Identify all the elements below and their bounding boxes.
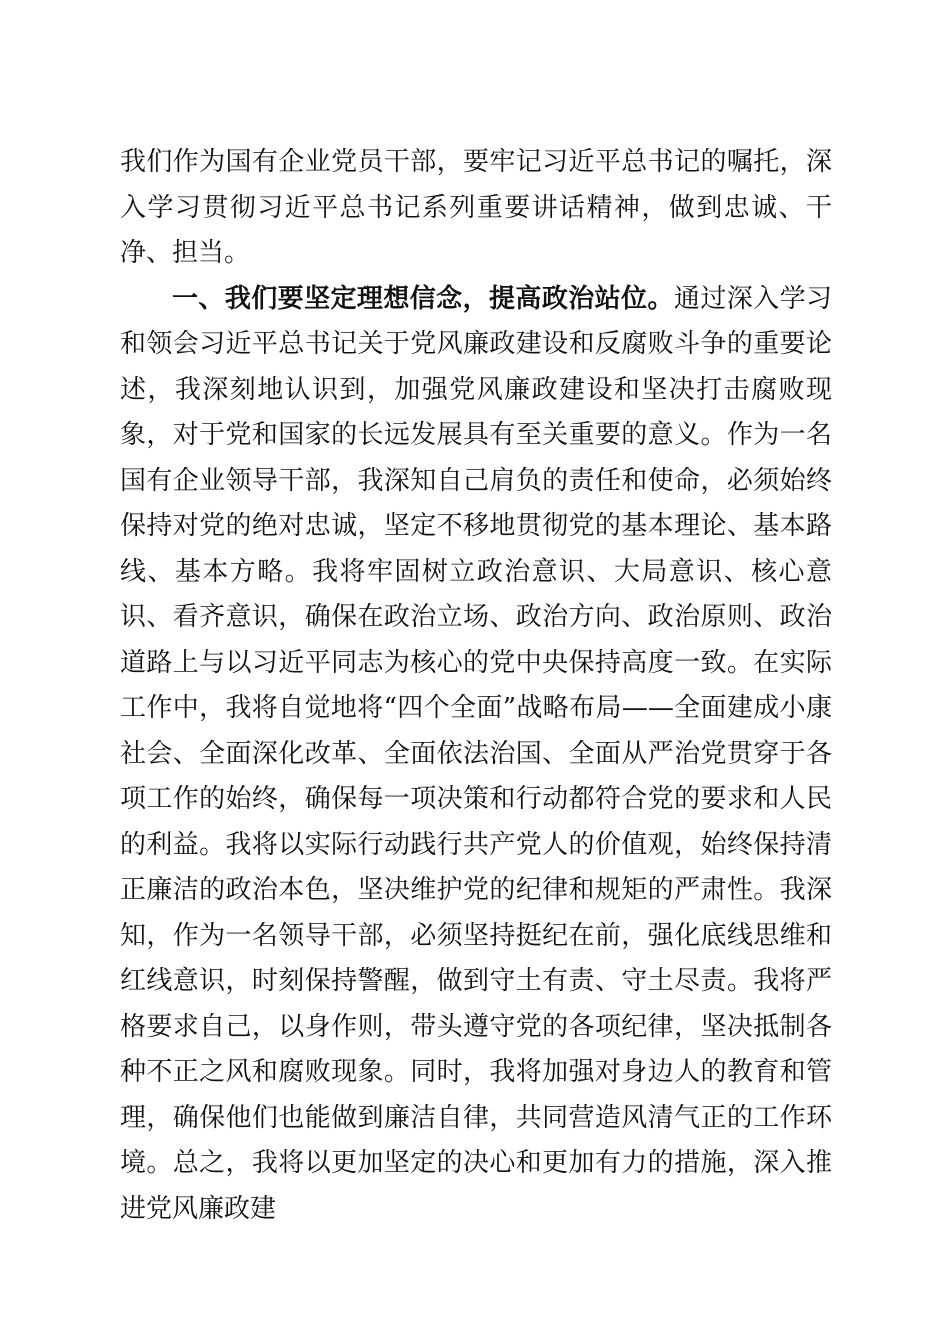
- intro-paragraph: 我们作为国有企业党员干部，要牢记习近平总书记的嘱托，深入学习贯彻习近平总书记系列重要讲话精神，做到忠诚、干净、担当。: [120, 147, 832, 268]
- section-1-body: 通过深入学习和领会习近平总书记关于党风廉政建设和反腐败斗争的重要论述，我深刻地认识到，加强党风廉政建设和坚决打击腐败现象，对于党和国家的长远发展具有至关重要的意义。作为一名国有企业领导干部，我深知自己肩负的责任和使命，必须始终保持对党的绝对忠诚，坚定不移地贯彻党的基本理论、基本路线、基本方略。我将牢固树立政治意识、大局意识、核心意识、看齐意识，确保在政治立场、政治方向、政治原则、政治道路上与以习近平同志为核心的党中央保持高度一致。在实际工作中，我将自觉地将“四个全面”战略布局——全面建成小康社会、全面深化改革、全面依法治国、全面从严治党贯穿于各项工作的始终，确保每一项决策和行动都符合党的要求和人民的利益。我将以实际行动践行共产党人的价值观，始终保持清正廉洁的政治本色，坚决维护党的纪律和规矩的严肃性。我深知，作为一名领导干部，必须坚持挺纪在前，强化底线思维和红线意识，时刻保持警醒，做到守土有责、守土尽责。我将严格要求自己，以身作则，带头遵守党的各项纪律，坚决抵制各种不正之风和腐败现象。同时，我将加强对身边人的教育和管理，确保他们也能做到廉洁自律，共同营造风清气正的工作环境。总之，我将以更加坚定的决心和更加有力的措施，深入推进党风廉政建: [120, 283, 832, 1224]
- section-1-paragraph: [120, 277, 832, 1233]
- section-1-heading: 一、我们要坚定理想信念，提高政治站位。: [172, 283, 674, 314]
- document-body: [120, 140, 832, 1232]
